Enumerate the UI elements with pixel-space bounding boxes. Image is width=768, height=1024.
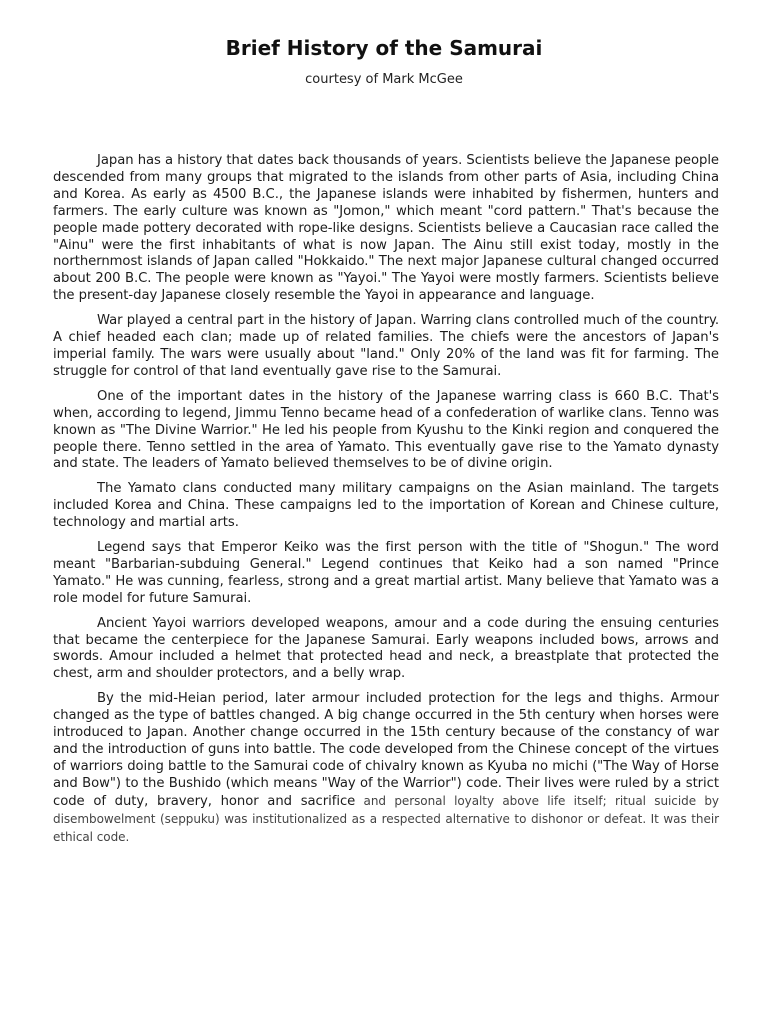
paragraph-7-tail: and personal loyalty above life itself; ritual suicide by disembowelment (seppuku) was institutionalized as a respected alternative to dishonor or defeat. It was their ethical code. — [53, 793, 719, 844]
paragraph-7-main: By the mid-Heian period, later armour included protection for the legs and thighs. Armour changed as the type of battles changed. A big change occurred in the 5th century when horses were introduced to Japan. Another change occurred in the 15th century because of the constancy of war and the introduction of guns into battle. The code developed from the Chinese concept of the virtues of warriors doing battle to the Samurai code of chivalry known as Kyuba no michi ("The Way of Horse and Bow") to the Bushido (which means "Way of the Warrior") code. Their lives were ruled by a strict code of duty, bravery, honor and sacrifice — [53, 691, 719, 809]
paragraph-7 — [53, 691, 719, 846]
document-byline: courtesy of Mark McGee — [305, 72, 463, 87]
document-body — [53, 153, 719, 854]
paragraph-3: One of the important dates in the history of the Japanese warring class is 660 B.C. That's when, according to legend, Jimmu Tenno became head of a confederation of warlike clans. Tenno was known as "The Divine Warrior." He led his people from Kyushu to the Kinki region and conquered the people there. Tenno settled in the area of Yamato. This eventually gave rise to the Yamato dynasty and state. The leaders of Yamato believed themselves to be of divine origin. — [53, 388, 719, 472]
paragraph-4: The Yamato clans conducted many military campaigns on the Asian mainland. The targets included Korea and China. These campaigns led to the importation of Korean and Chinese culture, technology and martial arts. — [53, 481, 719, 531]
paragraph-1: Japan has a history that dates back thousands of years. Scientists believe the Japanese people descended from many groups that migrated to the islands from other parts of Asia, including China and Korea. As early as 4500 B.C., the Japanese islands were inhabited by fishermen, hunters and farmers. The early culture was known as "Jomon," which meant "cord pattern." That's because the people made pottery decorated with rope-like designs. Scientists believe a Caucasian race called the "Ainu" were the first inhabitants of what is now Japan. The Ainu still exist today, mostly in the northernmost islands of Japan called "Hokkaido." The next major Japanese cultural changed occurred about 200 B.C. The people were known as "Yayoi." The Yayoi were mostly farmers. Scientists believe the present-day Japanese closely resemble the Yayoi in appearance and language. — [53, 153, 719, 304]
paragraph-2: War played a central part in the history of Japan. Warring clans controlled much of the country. A chief headed each clan; made up of related families. The chiefs were the ancestors of Japan's imperial family. The wars were usually about "land." Only 20% of the land was fit for farming. The struggle for control of that land eventually gave rise to the Samurai. — [53, 313, 719, 379]
paragraph-6: Ancient Yayoi warriors developed weapons, amour and a code during the ensuing centuries that became the centerpiece for the Japanese Samurai. Early weapons included bows, arrows and swords. Amour included a helmet that protected head and neck, a breastplate that protected the chest, arm and shoulder protectors, and a belly wrap. — [53, 615, 719, 682]
document-title: Brief History of the Samurai — [225, 36, 543, 60]
paragraph-5: Legend says that Emperor Keiko was the first person with the title of "Shogun." The word meant "Barbarian-subduing General." Legend continues that Keiko had a son named "Prince Yamato." He was cunning, fearless, strong and a great martial artist. Many believe that Yamato was a role model for future Samurai. — [53, 540, 719, 606]
